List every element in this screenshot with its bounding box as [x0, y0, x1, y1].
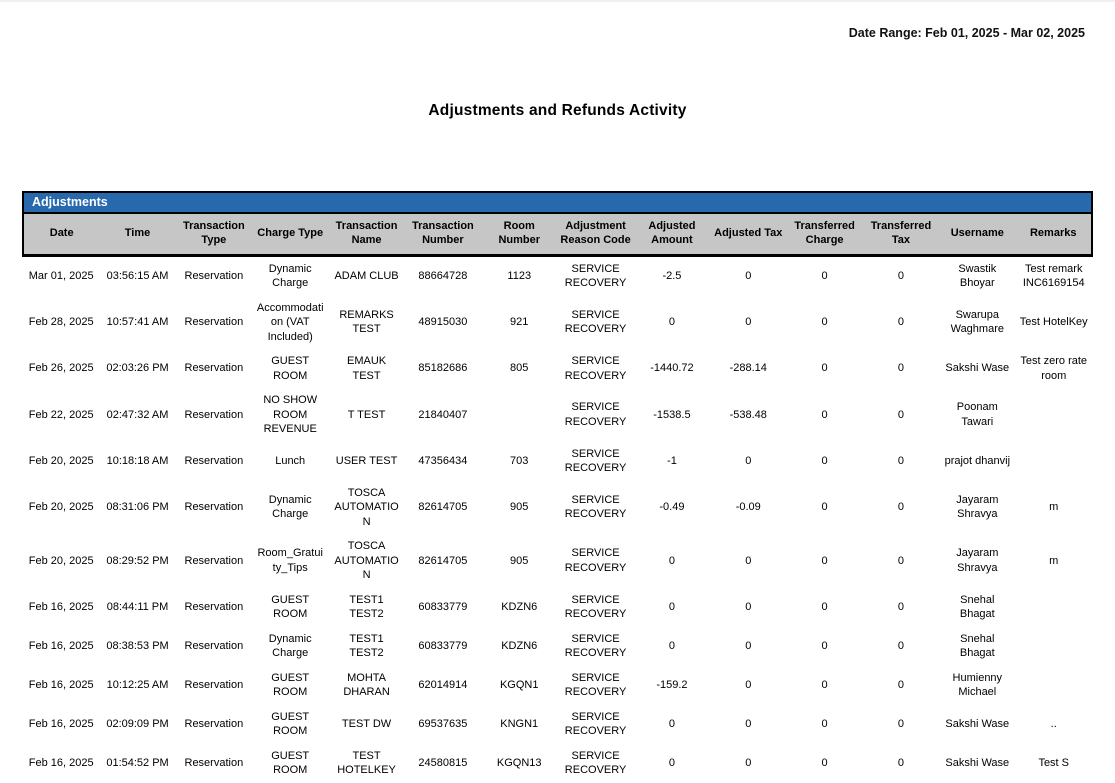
- column-header: Transaction Type: [176, 214, 252, 255]
- table-cell: 921: [510, 316, 529, 329]
- table-cell: TEST HOTELKEY: [337, 749, 396, 777]
- table-cell: 10:12:25 AM: [106, 679, 169, 692]
- table-row: [23, 588, 1092, 627]
- table-cell: TOSCA AUTOMATION: [334, 540, 399, 582]
- table-cell: -1538.5: [653, 408, 691, 421]
- table-cell: prajot dhanvij: [944, 454, 1011, 467]
- table-row: [23, 255, 1092, 296]
- table-cell: 0: [821, 679, 828, 692]
- column-header: Adjusted Amount: [634, 214, 710, 255]
- table-cell: EMAUK TEST: [346, 355, 387, 382]
- table-cell: [481, 388, 557, 442]
- table-cell: KDZN6: [501, 601, 538, 614]
- table-cell: 0: [897, 269, 905, 282]
- table-cell: 24580815: [418, 757, 468, 770]
- table-cell: Accommodation (VAT Included): [256, 301, 324, 343]
- table-cell: Lunch: [275, 454, 306, 467]
- table-cell: 47356434: [418, 454, 468, 467]
- table-cell: 0: [668, 640, 675, 653]
- table-cell: ADAM CLUB: [334, 269, 399, 282]
- table-cell: 08:29:52 PM: [106, 554, 169, 567]
- table-cell: Feb 16, 2025: [28, 757, 94, 770]
- table-cell: -0.49: [659, 501, 685, 514]
- table-cell: Feb 16, 2025: [28, 679, 94, 692]
- column-header: Charge Type: [252, 214, 328, 255]
- table-cell: SERVICE RECOVERY: [564, 710, 627, 738]
- column-header: Transaction Name: [328, 214, 404, 255]
- table-row: [23, 481, 1092, 535]
- table-cell: 08:44:11 PM: [106, 601, 169, 614]
- table-cell: REMARKS TEST: [339, 308, 394, 336]
- table-cell: 1123: [507, 269, 532, 282]
- table-cell: Dynamic Charge: [268, 493, 312, 521]
- table-cell: 0: [821, 454, 828, 467]
- table-row: [23, 666, 1092, 705]
- table-cell: Feb 20, 2025: [28, 554, 94, 567]
- table-cell: Reservation: [184, 640, 244, 653]
- table-cell: Reservation: [184, 316, 244, 329]
- table-cell: Mar 01, 2025: [28, 269, 94, 282]
- table-cell: Test HotelKey: [1019, 316, 1088, 329]
- table-cell: -538.48: [729, 408, 767, 421]
- table-cell: Room_Gratuity_Tips: [257, 547, 323, 574]
- table-cell: TEST1 TEST2: [349, 632, 384, 660]
- table-cell: 0: [745, 757, 752, 770]
- table-cell: TOSCA AUTOMATION: [334, 486, 399, 528]
- table-cell: 0: [897, 601, 905, 614]
- table-cell: Reservation: [184, 757, 244, 770]
- table-cell: SERVICE RECOVERY: [564, 632, 627, 660]
- table-cell: 0: [821, 718, 828, 731]
- table-cell: [1015, 666, 1092, 705]
- table-cell: 0: [821, 269, 828, 282]
- table-cell: 703: [510, 454, 529, 467]
- table-cell: 10:18:18 AM: [106, 454, 169, 467]
- table-cell: 0: [668, 316, 675, 329]
- table-row: [23, 349, 1092, 388]
- table-cell: Test remark INC6169154: [1022, 262, 1085, 290]
- table-cell: [1015, 627, 1092, 666]
- table-cell: 21840407: [418, 408, 468, 421]
- table-cell: -159.2: [656, 679, 688, 692]
- table-cell: 0: [821, 362, 828, 375]
- table-cell: Feb 28, 2025: [28, 316, 94, 329]
- table-cell: 0: [668, 554, 675, 567]
- table-cell: -0.09: [735, 501, 761, 514]
- table-cell: Jayaram Shravya: [956, 547, 999, 574]
- table-cell: Reservation: [184, 601, 244, 614]
- table-cell: 0: [668, 601, 675, 614]
- table-cell: 0: [821, 601, 828, 614]
- table-cell: TEST DW: [341, 718, 392, 731]
- table-row: [23, 442, 1092, 481]
- table-cell: KGQN1: [499, 679, 539, 692]
- table-cell: SERVICE RECOVERY: [564, 308, 627, 336]
- table-cell: Feb 16, 2025: [28, 718, 94, 731]
- table-cell: 0: [745, 601, 752, 614]
- table-cell: Swarupa Waghmare: [950, 308, 1004, 336]
- table-cell: GUEST ROOM: [271, 593, 310, 621]
- table-cell: TEST1 TEST2: [349, 593, 384, 621]
- table-cell: 69537635: [418, 718, 468, 731]
- table-cell: 0: [821, 640, 828, 653]
- table-cell: Reservation: [184, 362, 244, 375]
- column-header: Time: [99, 214, 175, 255]
- table-cell: Dynamic Charge: [268, 632, 312, 660]
- column-header: Transferred Charge: [786, 214, 862, 255]
- table-cell: -288.14: [729, 362, 767, 375]
- table-cell: 88664728: [418, 269, 468, 282]
- table-cell: ..: [1050, 718, 1057, 731]
- table-cell: m: [1049, 501, 1059, 514]
- table-cell: SERVICE RECOVERY: [564, 262, 627, 290]
- table-cell: Reservation: [184, 679, 244, 692]
- table-cell: -1440.72: [650, 362, 694, 375]
- table-cell: Poonam Tawari: [956, 401, 998, 428]
- table-cell: SERVICE RECOVERY: [564, 355, 627, 382]
- table-cell: 08:31:06 PM: [106, 501, 169, 514]
- table-cell: Feb 16, 2025: [28, 601, 94, 614]
- table-cell: SERVICE RECOVERY: [564, 547, 627, 574]
- table-row: [23, 296, 1092, 350]
- table-cell: Sakshi Wase: [945, 718, 1010, 731]
- table-cell: 02:47:32 AM: [106, 408, 169, 421]
- table-cell: 0: [897, 757, 905, 770]
- table-cell: 48915030: [418, 316, 468, 329]
- table-cell: Feb 26, 2025: [28, 362, 94, 375]
- table-cell: SERVICE RECOVERY: [564, 447, 627, 475]
- table-cell: 0: [821, 501, 828, 514]
- table-cell: 0: [897, 640, 905, 653]
- table-cell: SERVICE RECOVERY: [564, 749, 627, 777]
- table-cell: 0: [821, 316, 828, 329]
- table-row: [23, 627, 1092, 666]
- table-cell: 0: [821, 757, 828, 770]
- table-cell: 0: [668, 757, 675, 770]
- table-cell: 805: [510, 362, 529, 375]
- table-cell: -2.5: [662, 269, 682, 282]
- table-cell: 0: [745, 316, 752, 329]
- table-cell: Feb 16, 2025: [28, 640, 94, 653]
- table-cell: Dynamic Charge: [268, 262, 312, 290]
- table-body: [23, 255, 1092, 783]
- table-cell: 0: [821, 554, 828, 567]
- table-cell: 60833779: [418, 640, 468, 653]
- table-cell: 03:56:15 AM: [106, 269, 169, 282]
- table-cell: Snehal Bhagat: [959, 632, 995, 660]
- table-cell: Reservation: [184, 501, 244, 514]
- table-cell: Reservation: [184, 554, 244, 567]
- table-cell: 0: [897, 679, 905, 692]
- table-cell: -1: [667, 454, 677, 467]
- table-cell: Feb 22, 2025: [28, 408, 94, 421]
- column-header: Date: [23, 214, 99, 255]
- table-cell: 0: [821, 408, 828, 421]
- table-cell: Reservation: [184, 454, 244, 467]
- table-cell: 0: [745, 718, 752, 731]
- table-row: [23, 744, 1092, 783]
- table-cell: Jayaram Shravya: [956, 493, 999, 521]
- table-cell: T TEST: [347, 408, 386, 421]
- table-cell: 0: [897, 454, 905, 467]
- table-cell: Feb 20, 2025: [28, 454, 94, 467]
- table-cell: 0: [897, 554, 905, 567]
- table-cell: KDZN6: [501, 640, 538, 653]
- table-cell: Feb 20, 2025: [28, 501, 94, 514]
- table-cell: 82614705: [418, 501, 468, 514]
- table-cell: 0: [897, 316, 905, 329]
- table-row: [23, 388, 1092, 442]
- table-cell: Test zero rate room: [1020, 355, 1088, 382]
- table-cell: 0: [668, 718, 675, 731]
- table-cell: 0: [745, 640, 752, 653]
- table-cell: 02:09:09 PM: [106, 718, 169, 731]
- section-header-adjustments: Adjustments: [22, 191, 1093, 214]
- table-cell: GUEST ROOM: [271, 710, 310, 738]
- header-row: [23, 214, 1092, 255]
- column-header: Transferred Tax: [863, 214, 939, 255]
- table-cell: 0: [897, 718, 905, 731]
- table-cell: KGQN13: [496, 757, 542, 770]
- column-header: Transaction Number: [405, 214, 481, 255]
- table-cell: 0: [745, 269, 752, 282]
- table-cell: SERVICE RECOVERY: [564, 493, 627, 521]
- adjustments-report: [22, 191, 1093, 783]
- table-row: [23, 534, 1092, 588]
- table-cell: [1015, 588, 1092, 627]
- column-header: Adjusted Tax: [710, 214, 786, 255]
- table-cell: 0: [897, 501, 905, 514]
- table-cell: SERVICE RECOVERY: [564, 593, 627, 621]
- table-cell: [1015, 388, 1092, 442]
- table-cell: 85182686: [418, 362, 468, 375]
- table-cell: GUEST ROOM: [271, 749, 310, 777]
- table-cell: USER TEST: [335, 454, 398, 467]
- table-cell: 0: [897, 362, 905, 375]
- table-cell: 905: [510, 554, 529, 567]
- table-cell: Swastik Bhoyar: [958, 262, 997, 290]
- table-cell: 82614705: [418, 554, 468, 567]
- table-cell: Test S: [1038, 757, 1070, 770]
- adjustments-table: [22, 214, 1093, 783]
- table-cell: 905: [510, 501, 529, 514]
- table-cell: GUEST ROOM: [271, 355, 310, 382]
- table-cell: 60833779: [418, 601, 468, 614]
- table-cell: 08:38:53 PM: [106, 640, 169, 653]
- column-header: Room Number: [481, 214, 557, 255]
- table-cell: 0: [745, 554, 752, 567]
- table-cell: 0: [897, 408, 905, 421]
- table-cell: 62014914: [418, 679, 468, 692]
- table-cell: Reservation: [184, 408, 244, 421]
- table-cell: MOHTA DHARAN: [343, 671, 390, 699]
- table-cell: GUEST ROOM: [271, 671, 310, 699]
- column-header: Remarks: [1015, 214, 1092, 255]
- table-cell: 01:54:52 PM: [106, 757, 169, 770]
- table-cell: 0: [745, 454, 752, 467]
- date-range-label: Date Range: Feb 01, 2025 - Mar 02, 2025: [848, 26, 1085, 40]
- table-cell: 02:03:26 PM: [106, 362, 169, 375]
- table-cell: Humienny Michael: [952, 671, 1003, 699]
- table-row: [23, 705, 1092, 744]
- column-header: Adjustment Reason Code: [557, 214, 633, 255]
- table-cell: Snehal Bhagat: [959, 593, 995, 621]
- table-cell: Sakshi Wase: [945, 362, 1010, 375]
- table-cell: SERVICE RECOVERY: [564, 671, 627, 699]
- table-cell: [1015, 442, 1092, 481]
- column-header: Username: [939, 214, 1015, 255]
- table-cell: Sakshi Wase: [945, 757, 1010, 770]
- table-cell: 10:57:41 AM: [106, 316, 169, 329]
- table-cell: Reservation: [184, 718, 244, 731]
- table-cell: NO SHOW ROOM REVENUE: [263, 394, 318, 436]
- table-cell: 0: [745, 679, 752, 692]
- report-title: Adjustments and Refunds Activity: [428, 102, 687, 119]
- table-cell: Reservation: [184, 269, 244, 282]
- table-cell: KNGN1: [500, 718, 539, 731]
- table-cell: m: [1049, 554, 1059, 567]
- table-cell: SERVICE RECOVERY: [564, 401, 627, 428]
